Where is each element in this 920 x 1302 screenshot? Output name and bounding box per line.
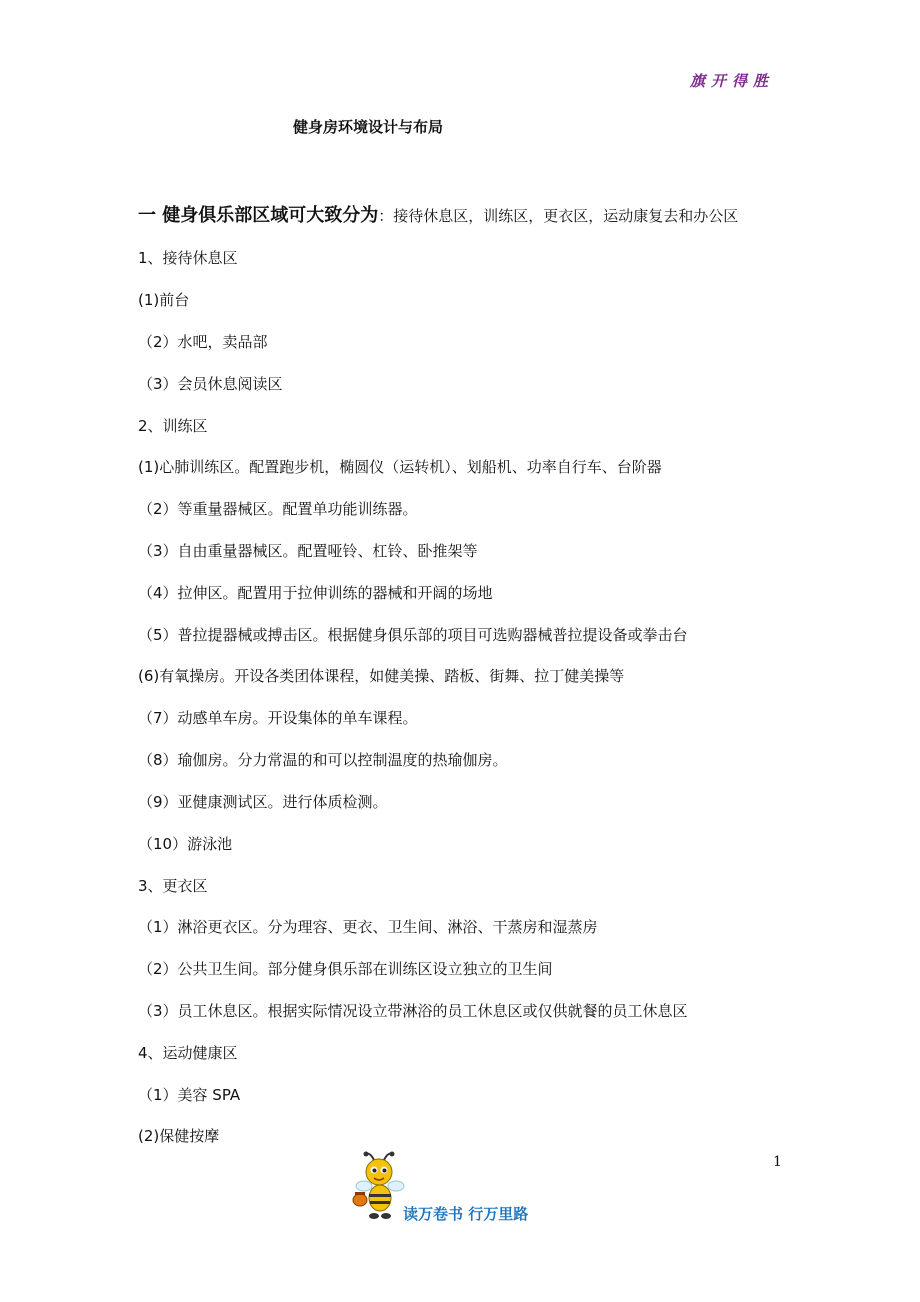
header-slogan: 旗开得胜 — [690, 72, 775, 90]
list-item: （10）游泳池 — [138, 835, 233, 853]
footer-slogan: 读万卷书 行万里路 — [403, 1205, 529, 1223]
list-item: 4、运动健康区 — [138, 1044, 238, 1062]
list-item: 1、接待休息区 — [138, 249, 238, 267]
list-item: （9）亚健康测试区。进行体质检测。 — [138, 793, 388, 811]
list-item: 3、更衣区 — [138, 877, 208, 895]
page-number: 1 — [773, 1154, 782, 1170]
list-item: （1）美容 SPA — [138, 1086, 241, 1104]
list-item: (1)心肺训练区。配置跑步机，椭圆仪（运转机）、划船机、功率自行车、台阶器 — [138, 458, 662, 476]
list-item: （3）自由重量器械区。配置哑铃、杠铃、卧推架等 — [138, 542, 478, 560]
list-item: （8）瑜伽房。分力常温的和可以控制温度的热瑜伽房。 — [138, 751, 508, 769]
section-heading-rest: ：接待休息区，训练区，更衣区，运动康复去和办公区 — [378, 207, 739, 225]
list-item: （2）公共卫生间。部分健身俱乐部在训练区设立独立的卫生间 — [138, 960, 553, 978]
list-item: （3）会员休息阅读区 — [138, 375, 283, 393]
list-item: （2）水吧，卖品部 — [138, 333, 268, 351]
list-item: （5）普拉提器械或搏击区。根据健身俱乐部的项目可选购器械普拉提设备或拳击台 — [138, 626, 688, 644]
document-title: 健身房环境设计与布局 — [293, 118, 444, 136]
list-item: (2)保健按摩 — [138, 1127, 220, 1145]
list-item: （2）等重量器械区。配置单功能训练器。 — [138, 500, 418, 518]
list-item: （4）拉伸区。配置用于拉伸训练的器械和开阔的场地 — [138, 584, 493, 602]
list-item: （1）淋浴更衣区。分为理容、更衣、卫生间、淋浴、干蒸房和湿蒸房 — [138, 918, 598, 936]
list-item: (1)前台 — [138, 291, 190, 309]
section-heading — [138, 201, 738, 227]
bee-mascot-icon — [350, 1150, 410, 1222]
list-item: （7）动感单车房。开设集体的单车课程。 — [138, 709, 418, 727]
section-heading-lead: 一 健身俱乐部区域可大致分为 — [138, 205, 379, 226]
list-item: （3）员工休息区。根据实际情况设立带淋浴的员工休息区或仅供就餐的员工休息区 — [138, 1002, 688, 1020]
list-item: (6)有氧操房。开设各类团体课程，如健美操、踏板、街舞、拉丁健美操等 — [138, 667, 625, 685]
list-item: 2、训练区 — [138, 417, 208, 435]
